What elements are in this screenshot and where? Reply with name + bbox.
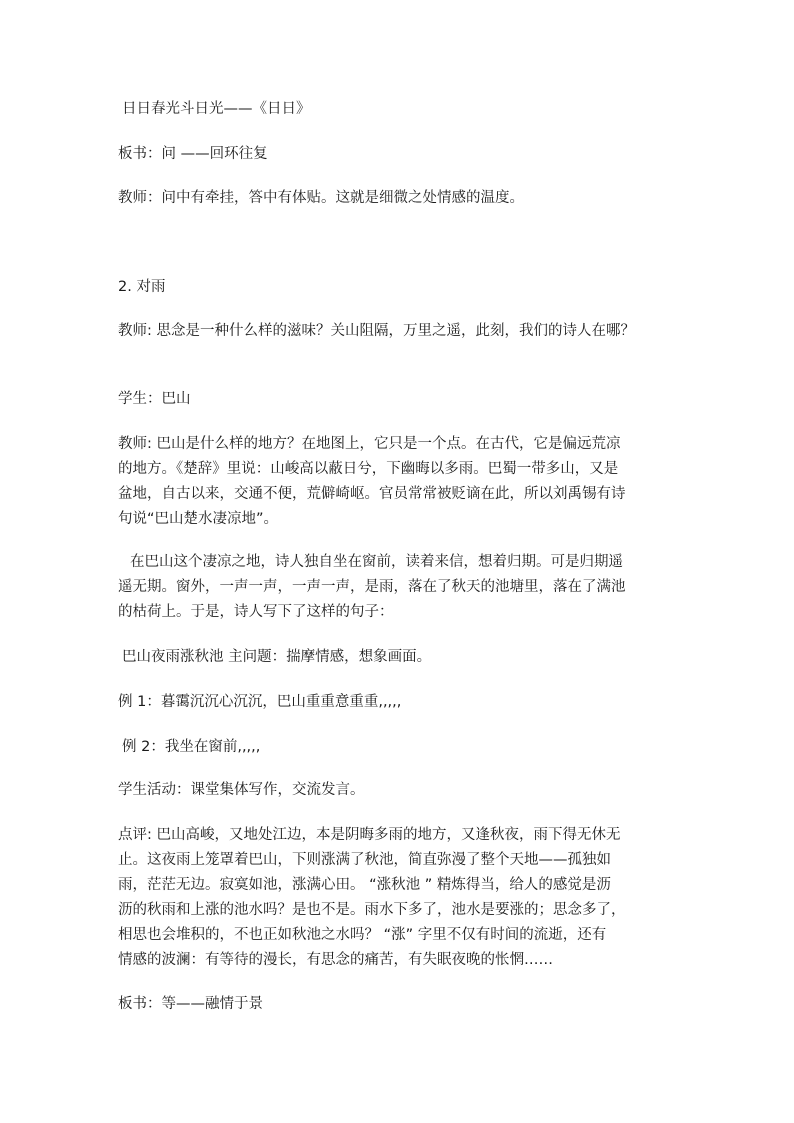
text-line: 巴山夜雨涨秋池 主问题：揣摩情感，想象画面。 — [122, 649, 432, 665]
text-line: 的枯荷上。于是，诗人写下了这样的句子： — [118, 604, 394, 620]
text-line: 板书：问 ——回环往复 — [118, 146, 268, 162]
text-line: 止。这夜雨上笼罩着巴山，下则涨满了秋池，简直弥漫了整个天地——孤独如 — [118, 852, 611, 868]
section-heading: 2. 对雨 — [118, 279, 166, 295]
text-line: 句说“巴山楚水凄凉地”。 — [118, 511, 279, 527]
text-line: 教师：问中有牵挂，答中有体贴。这就是细微之处情感的温度。 — [118, 190, 524, 206]
text-line: 学生：巴山 — [118, 391, 191, 407]
text-line: 雨，茫茫无边。寂寞如池，涨满心田。 “涨秋池 ” 精炼得当，给人的感觉是沥 — [118, 877, 611, 893]
text-line: 板书：等——融情于景 — [118, 996, 263, 1012]
text-line: 遥无期。窗外，一声一声，一声一声，是雨，落在了秋天的池塘里，落在了满池 — [118, 579, 626, 595]
text-line: 沥的秋雨和上涨的池水吗？是也不是。雨水下多了，池水是要涨的；思念多了， — [118, 902, 626, 918]
text-line: 的地方。《楚辞》里说：山峻高以蔽日兮，下幽晦以多雨。巴蜀一带多山，又是 — [118, 461, 619, 477]
text-line: 情感的波澜：有等待的漫长，有思念的痛苦，有失眠夜晚的怅惘…… — [118, 952, 553, 968]
text-line: 学生活动：课堂集体写作，交流发言。 — [118, 782, 365, 798]
text-line: 点评: 巴山高峻，又地处江边，本是阴晦多雨的地方，又逢秋夜，雨下得无休无 — [118, 827, 621, 843]
text-line: 教师: 巴山是什么样的地方？在地图上，它只是一个点。在古代，它是偏远荒凉 — [118, 436, 621, 452]
text-line: 例 1：暮霭沉沉心沉沉，巴山重重意重重,,,,, — [118, 694, 402, 710]
text-line: 盆地，自古以来，交通不便，荒僻崎岖。官员常常被贬谪在此，所以刘禹锡有诗 — [118, 486, 626, 502]
text-line: 例 2：我坐在窗前,,,,, — [122, 739, 261, 755]
text-line: 相思也会堆积的，不也正如秋池之水吗？ “涨” 字里不仅有时间的流逝，还有 — [118, 927, 607, 943]
text-line: 教师: 思念是一种什么样的滋味？关山阻隔，万里之遥，此刻，我们的诗人在哪？ — [118, 323, 635, 339]
text-line: 日日春光斗日光——《日日》 — [122, 101, 311, 117]
text-line: 在巴山这个凄凉之地，诗人独自坐在窗前，读着来信，想着归期。可是归期遥 — [130, 554, 623, 570]
